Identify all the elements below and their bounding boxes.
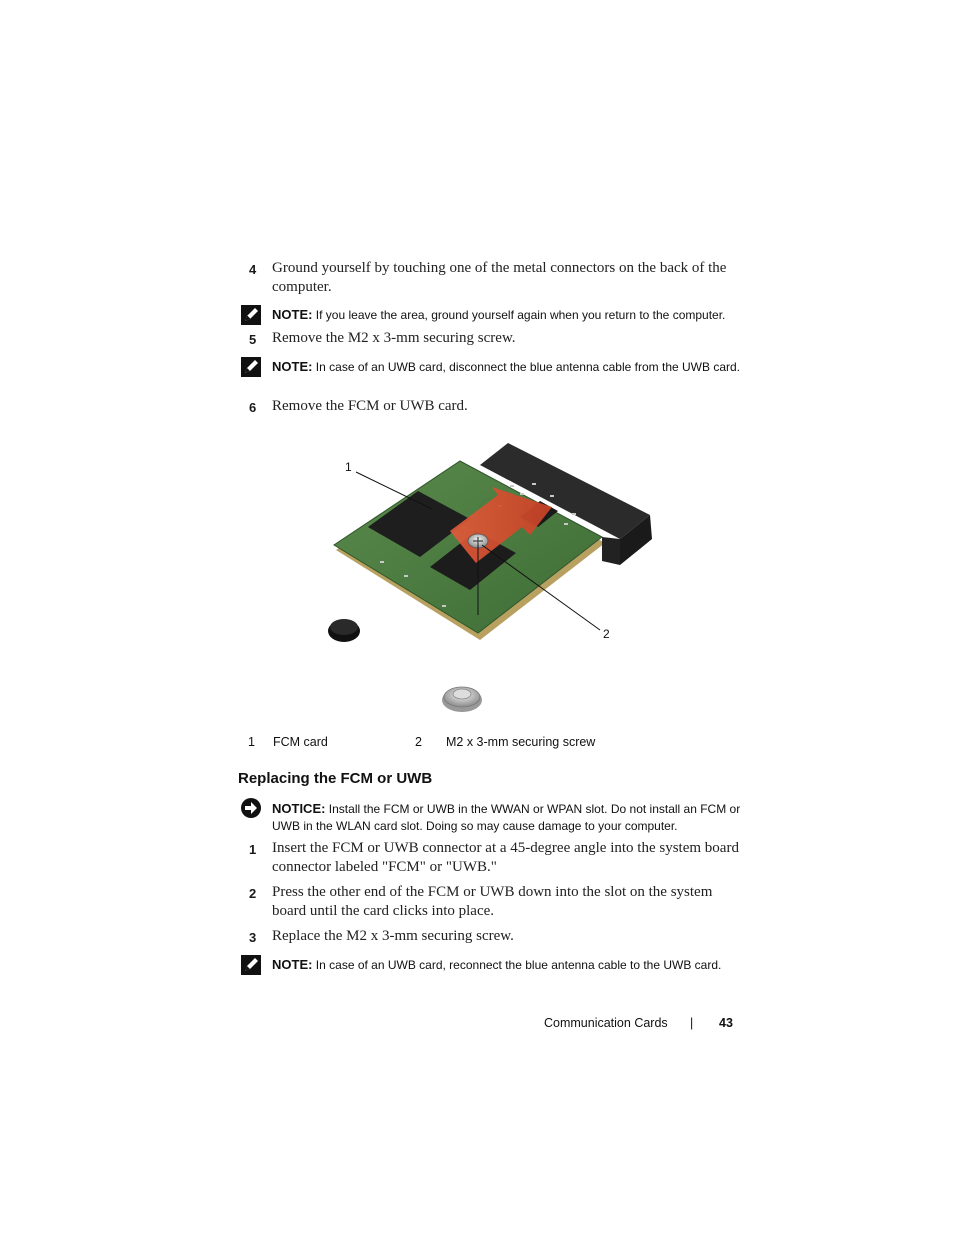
section-heading: Replacing the FCM or UWB [238,770,433,787]
step-text: Remove the FCM or UWB card. [272,398,468,414]
note-text: In case of an UWB card, reconnect the blue antenna cable to the UWB card. [315,958,722,972]
note-text: In case of an UWB card, disconnect the blue antenna cable from the UWB card. [315,360,741,374]
step-number: 2 [249,886,257,901]
note [272,358,742,376]
footer-separator: | [690,1016,694,1030]
page-number: 43 [719,1016,733,1030]
footer-section-title: Communication Cards [544,1016,668,1030]
note [272,956,742,974]
note-label: NOTE: [272,359,313,374]
caption-label: M2 x 3-mm securing screw [446,735,596,749]
step-text: Insert the FCM or UWB connector at a 45-degree angle into the system board connector labeled "FCM" or "UWB." [272,840,739,875]
step-text: Replace the M2 x 3-mm securing screw. [272,928,514,944]
step-text: Remove the M2 x 3-mm securing screw. [272,330,516,346]
pencil-note-icon [240,954,262,976]
step-number: 3 [249,930,257,945]
caption-number: 1 [248,735,255,749]
pencil-note-icon [240,356,262,378]
note-label: NOTE: [272,957,313,972]
caption-number: 2 [415,735,422,749]
notice-label: NOTICE: [272,801,326,816]
step-text: Press the other end of the FCM or UWB down into the slot on the system board until the card clicks into place. [272,884,713,919]
notice-text: Install the FCM or UWB in the WWAN or WPAN slot. Do not install an FCM or UWB in the WLAN card slot. Doing so may cause damage to your computer. [272,802,741,833]
step-number: 5 [249,332,257,347]
notice [272,800,742,835]
note-label: NOTE: [272,307,313,322]
step-number: 1 [249,842,257,857]
note [272,306,742,324]
notice-arrow-icon [240,797,262,819]
fcm-card-illustration [320,435,660,725]
step-number: 6 [249,400,257,415]
pencil-note-icon [240,304,262,326]
step-number: 4 [249,262,257,277]
note-text: If you leave the area, ground yourself again when you return to the computer. [315,308,726,322]
figure-callout-1: 1 [345,460,352,474]
caption-label: FCM card [273,735,328,749]
figure-callout-2: 2 [603,627,610,641]
step-text: Ground yourself by touching one of the metal connectors on the back of the computer. [272,260,727,295]
